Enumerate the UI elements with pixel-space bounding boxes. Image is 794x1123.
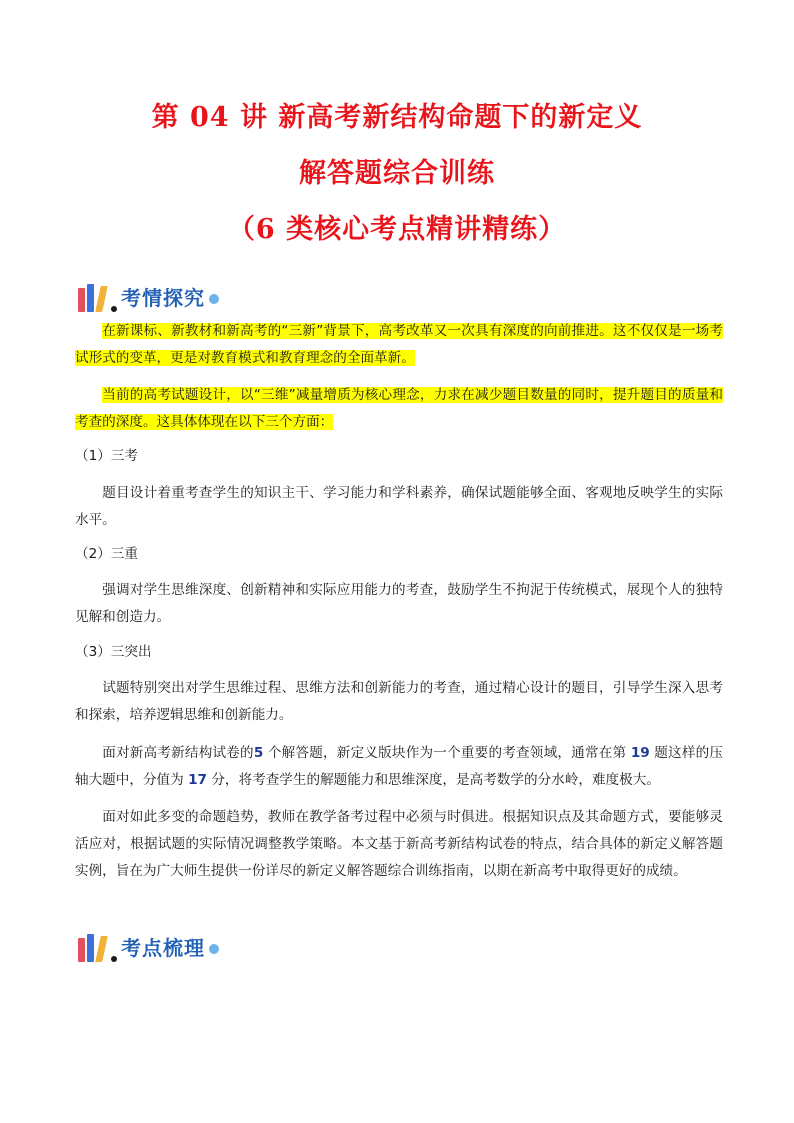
point-text: 题目设计着重考查学生的知识主干、学习能力和学科素养，确保试题能够全面、客观地反映学生的实际水平。 [75, 485, 723, 528]
highlighted-text: 当前的高考试题设计，以“三维”减量增质为核心理念，力求在减少题目数量的同时，提升题目的质量和考查的深度。这具体体现在以下三个方面： [75, 387, 723, 430]
section-heading-text: 考点梳理 [121, 935, 205, 960]
text-run: 面对新高考新结构试卷的 [102, 745, 254, 761]
number-highlight: 17 [188, 772, 207, 788]
point-label: （2）三重 [75, 546, 139, 562]
text-run: 题这样的压轴大题中，分值为 [75, 745, 724, 788]
intro-paragraph-1 [75, 318, 723, 372]
number-highlight: 5 [253, 745, 264, 761]
books-icon [78, 930, 107, 962]
circle-icon [209, 944, 219, 954]
section-heading-key-points [78, 928, 219, 964]
dot-icon [111, 306, 117, 312]
point-text: 试题特别突出对学生思维过程、思维方法和创新能力的考查，通过精心设计的题目，引导学生深入思考和探索，培养逻辑思维和创新能力。 [75, 680, 723, 723]
final-paragraph: 面对如此多变的命题趋势，教师在教学备考过程中必须与时俱进。根据知识点及其命题方式，要能够灵活应对，根据试题的实际情况调整教学策略。本文基于新高考新结构试卷的特点，结合具体的新定义解答题实例，旨在为广大师生提供一份详尽的新定义解答题综合训练指南，以期在新高考中取得更好的成绩。 [75, 809, 723, 879]
point-label: （3）三突出 [75, 644, 152, 660]
highlighted-text: 在新课标、新教材和新高考的“三新”背景下，高考改革又一次具有深度的向前推进。这不仅仅是一场考试形式的变革，更是对教育模式和教育理念的全面革新。 [75, 323, 723, 366]
answer-paragraph [75, 740, 723, 794]
title-line-3: （6 类核心考点精讲精练） [227, 214, 567, 245]
number-highlight: 19 [630, 745, 650, 761]
title-line-1: 第 04 讲 新高考新结构命题下的新定义 [151, 102, 643, 133]
point-label: （1）三考 [75, 448, 139, 464]
dot-icon [111, 956, 117, 962]
point-text: 强调对学生思维深度、创新精神和实际应用能力的考查，鼓励学生不拘泥于传统模式，展现个人的独特见解和创造力。 [75, 582, 723, 625]
section-heading-exam-analysis [78, 278, 219, 314]
books-icon [78, 280, 107, 312]
circle-icon [209, 294, 219, 304]
text-run: 个解答题，新定义版块作为一个重要的考查领域，通常在第 [263, 745, 631, 761]
intro-paragraph-2 [75, 382, 723, 436]
section-heading-text: 考情探究 [121, 285, 205, 310]
text-run: 分，将考查学生的解题能力和思维深度，是高考数学的分水岭，难度极大。 [207, 772, 660, 788]
title-line-2: 解答题综合训练 [299, 158, 495, 189]
